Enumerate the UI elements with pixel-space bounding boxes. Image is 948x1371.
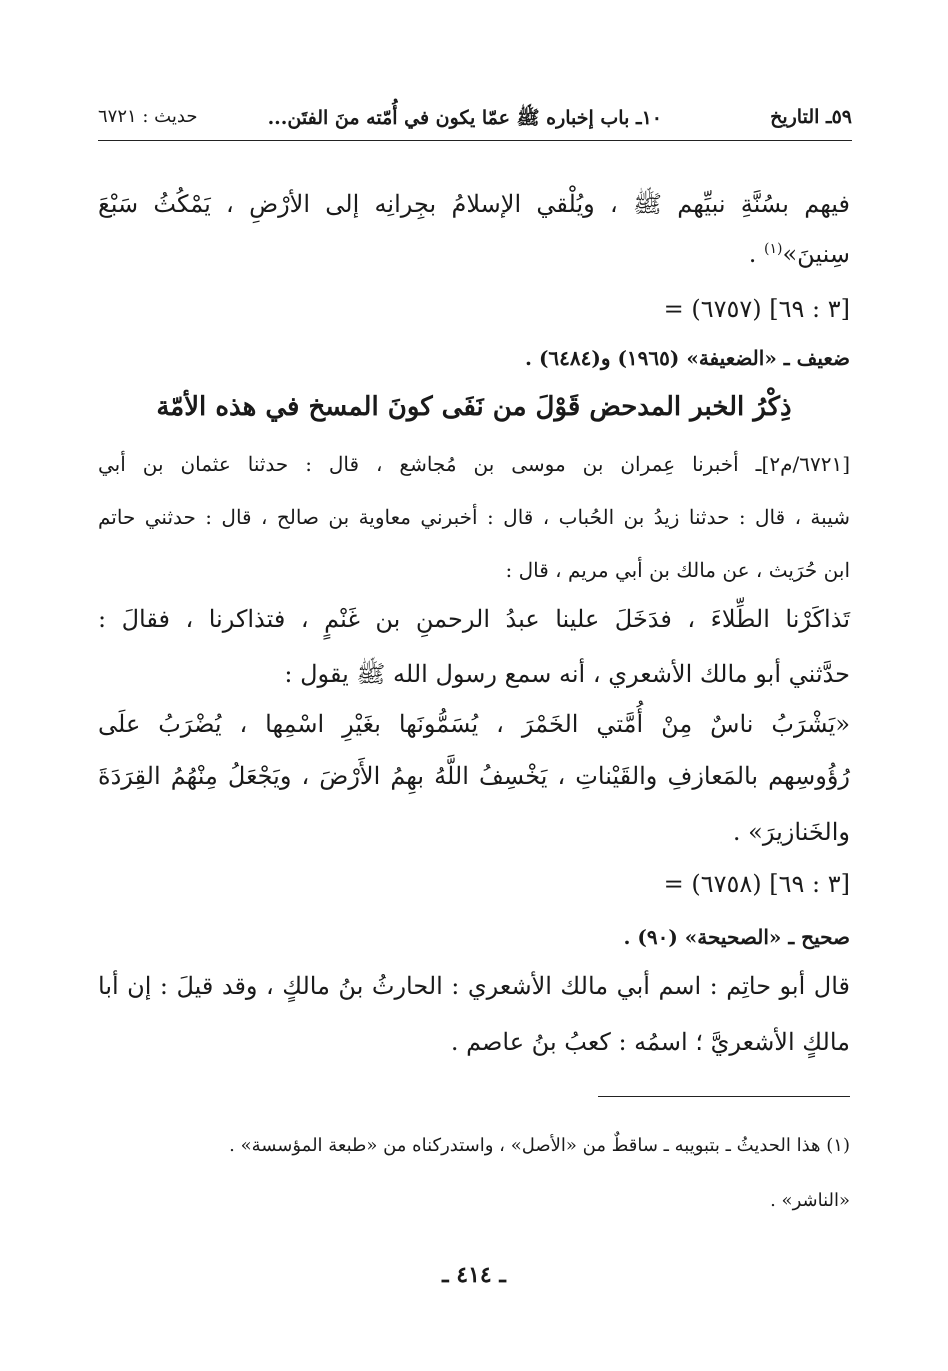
cross-reference-2: = (٦٧٥٨) [٣ : ٦٩] <box>663 870 850 898</box>
comment-line-2: مالكٍ الأشعريَّ ؛ اسمُه : كعبُ بنُ عاصم . <box>450 1028 850 1056</box>
isnad-line-3: ابن حُرَيث ، عن مالك بن أبي مريم ، قال : <box>505 558 850 582</box>
footnote-line-1: (١) هذا الحديثُ ـ بتبويبه ـ ساقطٌ من «الأصل» ، واستدركناه من «طبعة المؤسسة» . <box>229 1135 850 1156</box>
grading-2: صحيح ـ «الصحيحة» (٩٠) . <box>623 925 850 949</box>
comment-line-1: قال أبو حاتِم : اسم أبي مالك الأشعري : الحارثُ بنُ مالكٍ ، وقد قيلَ : إن أبا <box>98 972 850 1000</box>
text-line-8: تَذاكَرْنا الطِّلاءَ ، فدَخَلَ علينا عبدُ الرحمنِ بن غَنْمٍ ، فتذاكرنا ، فقالَ : <box>98 605 850 633</box>
isnad-line-2: شيبة ، قال : حدثنا زيدُ بن الحُباب ، قال : أخبرني معاوية بن صالح ، قال : حدثني حاتم <box>98 505 850 529</box>
section-heading: ذِكْرُ الخبر المدحض قَوْلَ من نَفَى كونَ المسخ في هذه الأمّة <box>156 392 792 422</box>
text-line-9: حدَّثني أبو مالك الأشعري ، أنه سمع رسول الله ﷺ يقول : <box>284 660 850 688</box>
text-line-2-body: سِنينَ» <box>782 240 850 268</box>
hadith-line-2: رُؤُوسِهم بالمَعازفِ والقَيْناتِ ، يَخْسِفُ اللَّهُ بهِمُ الأَرْضَ ، ويَجْعَلُ مِنْهُمُ القِرَدَةَ <box>98 762 850 790</box>
text-line-2-end: . <box>748 240 764 268</box>
page-number: ـ ٤١٤ ـ <box>442 1262 506 1288</box>
footnote-line-2: «الناشر» . <box>770 1190 850 1211</box>
isnad-line-1: [٦٧٢١/م٢]ـ أخبرنا عِمران بن موسى بن مُجاشع ، قال : حدثنا عثمان بن أبي <box>98 452 850 476</box>
running-header <box>98 100 852 141</box>
hadith-line-3: والخَنازيرَ» . <box>732 818 850 846</box>
hadith-line-1: «يَشْرَبُ ناسٌ مِنْ أُمَّتي الخَمْرَ ، يُسَمُّونَها بغَيْرِ اسْمِها ، يُضْرَبُ علَى <box>98 710 850 738</box>
text-line-1: فيهم بسُنَّةِ نبيِّهم ﷺ ، ويُلْقي الإسلامُ بجِرانِه إلى الأرْضِ ، يَمْكُثُ سَبْعَ <box>98 190 850 218</box>
section-title: ١٠ـ باب إخباره ﷺ عمّا يكون في أُمّته منَ الفتَن... <box>267 107 662 129</box>
cross-reference-1: = (٦٧٥٧) [٣ : ٦٩] <box>663 295 850 323</box>
grading-1: ضعيف ـ «الضعيفة» (١٩٦٥) و(٦٤٨٤) . <box>525 346 850 370</box>
text-line-2 <box>749 240 850 269</box>
chapter-title: ٥٩ـ التاريخ <box>770 106 852 128</box>
hadith-reference: حديث : ٦٧٢١ <box>98 106 198 127</box>
footnote-marker: (١) <box>763 241 783 257</box>
footnote-divider <box>598 1096 850 1097</box>
